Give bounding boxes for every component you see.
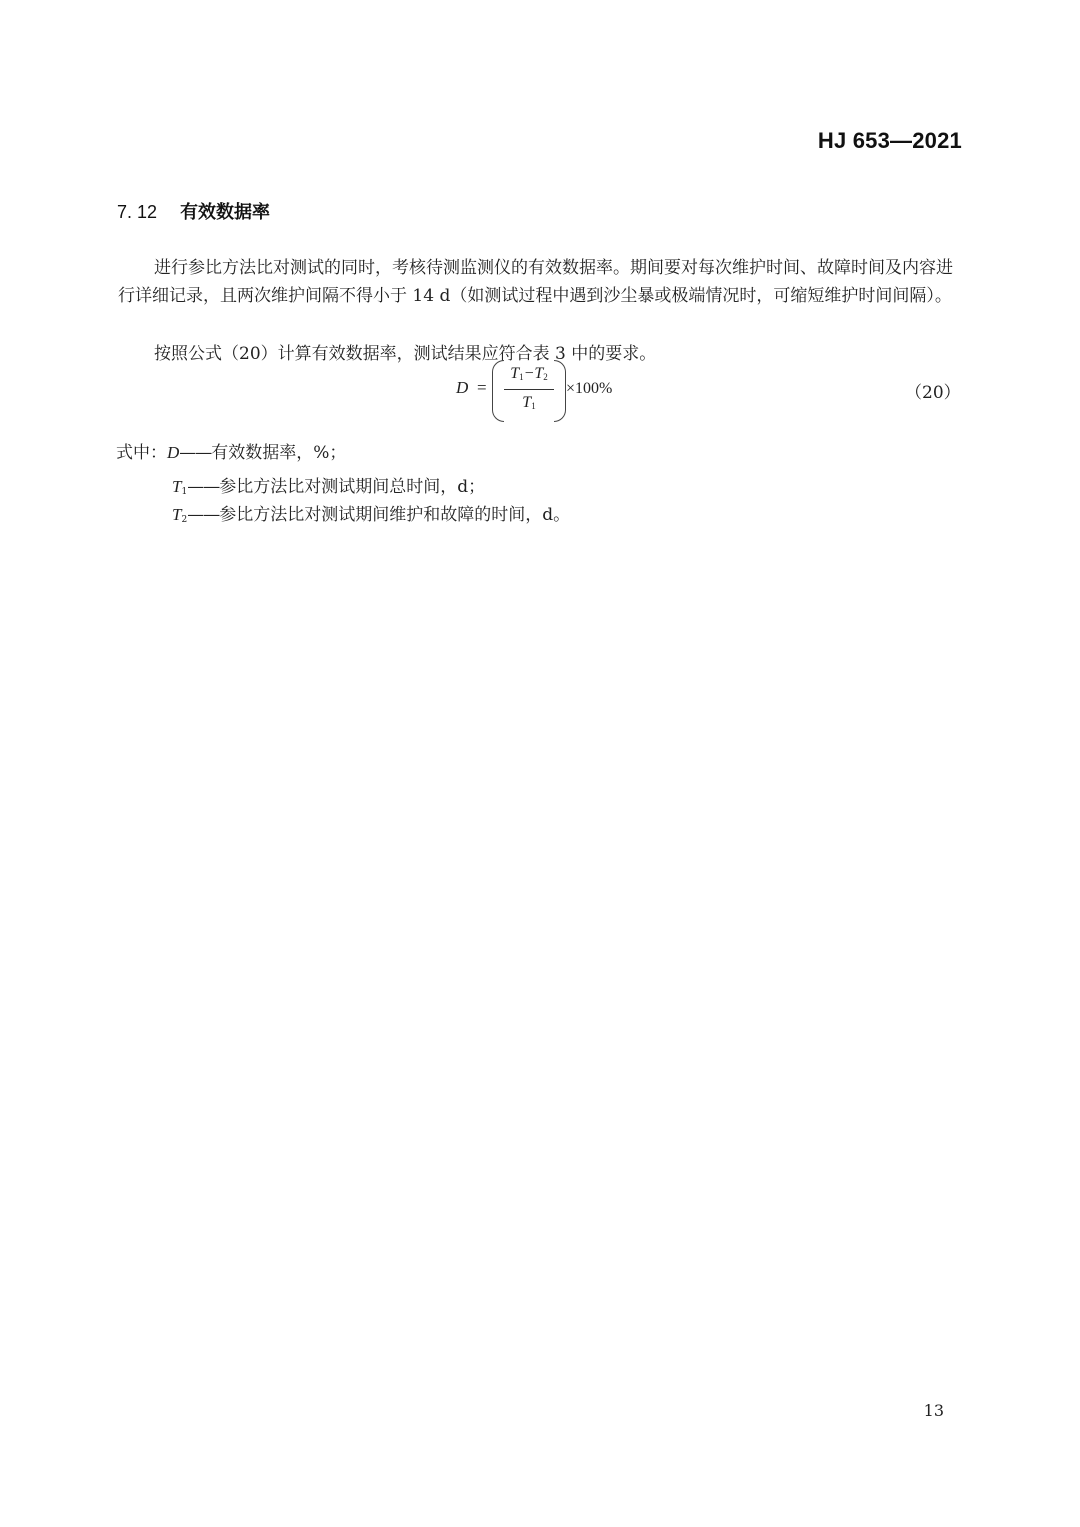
formula-lhs: D [456, 378, 469, 397]
section-number: 7. 12 [117, 202, 158, 222]
section-heading [117, 198, 270, 224]
definition-subscript-t2: 2 [181, 515, 188, 525]
definition-symbol-d: D [167, 443, 180, 462]
denominator-t1-symbol: T [522, 394, 532, 411]
standard-code: HJ 653—2021 [817, 128, 962, 153]
definitions-intro: 式中： [116, 443, 167, 463]
section-title: 有效数据率 [180, 202, 271, 222]
definition-subscript-t1: 1 [181, 487, 188, 497]
formula-equals: = [477, 378, 487, 397]
formula-number: （20） [905, 383, 961, 403]
numerator-t1-symbol: T [510, 365, 520, 382]
formula-numerator [504, 365, 554, 383]
definition-dash-t2: —— [187, 505, 220, 525]
page-number: 13 [923, 1401, 944, 1420]
right-parenthesis [554, 360, 566, 422]
paragraph-calculation-requirement: 按照公式（20）计算有效数据率，测试结果应符合表 3 中的要求。 [154, 344, 657, 364]
definition-d [116, 438, 346, 463]
definition-dash-d: —— [179, 443, 212, 463]
definition-symbol-t1: T [172, 477, 182, 496]
denominator-t1-subscript: 1 [531, 401, 536, 411]
numerator-t2-subscript: 2 [543, 372, 548, 382]
formula-denominator [504, 394, 554, 412]
definition-description-t2: 参比方法比对测试期间维护和故障的时间，d。 [219, 505, 571, 525]
definition-description-d: 有效数据率，%； [211, 443, 347, 463]
definition-dash-t1: —— [187, 477, 220, 497]
formula-fraction [504, 365, 554, 417]
paragraph-effective-data-rate: 进行参比方法比对测试的同时，考核待测监测仪的有效数据率。期间要对每次维护时间、故障时间及内容进行详细记录，且两次维护间隔不得小于 14 d（如测试过程中遇到沙尘暴或极端情况时，可缩短维护时间间隔）。 [118, 258, 953, 306]
formula-multiplier: ×100% [566, 380, 613, 397]
definition-description-t1: 参比方法比对测试期间总时间，d； [219, 477, 486, 497]
fraction-line [504, 389, 554, 390]
numerator-t2-symbol: T [534, 365, 544, 382]
formula-20 [456, 360, 646, 422]
definition-t1 [172, 472, 485, 497]
definition-symbol-t2: T [172, 505, 182, 524]
numerator-minus: − [523, 365, 535, 382]
left-parenthesis [492, 360, 504, 422]
definition-t2 [172, 500, 570, 525]
numerator-t1-subscript: 1 [519, 372, 524, 382]
